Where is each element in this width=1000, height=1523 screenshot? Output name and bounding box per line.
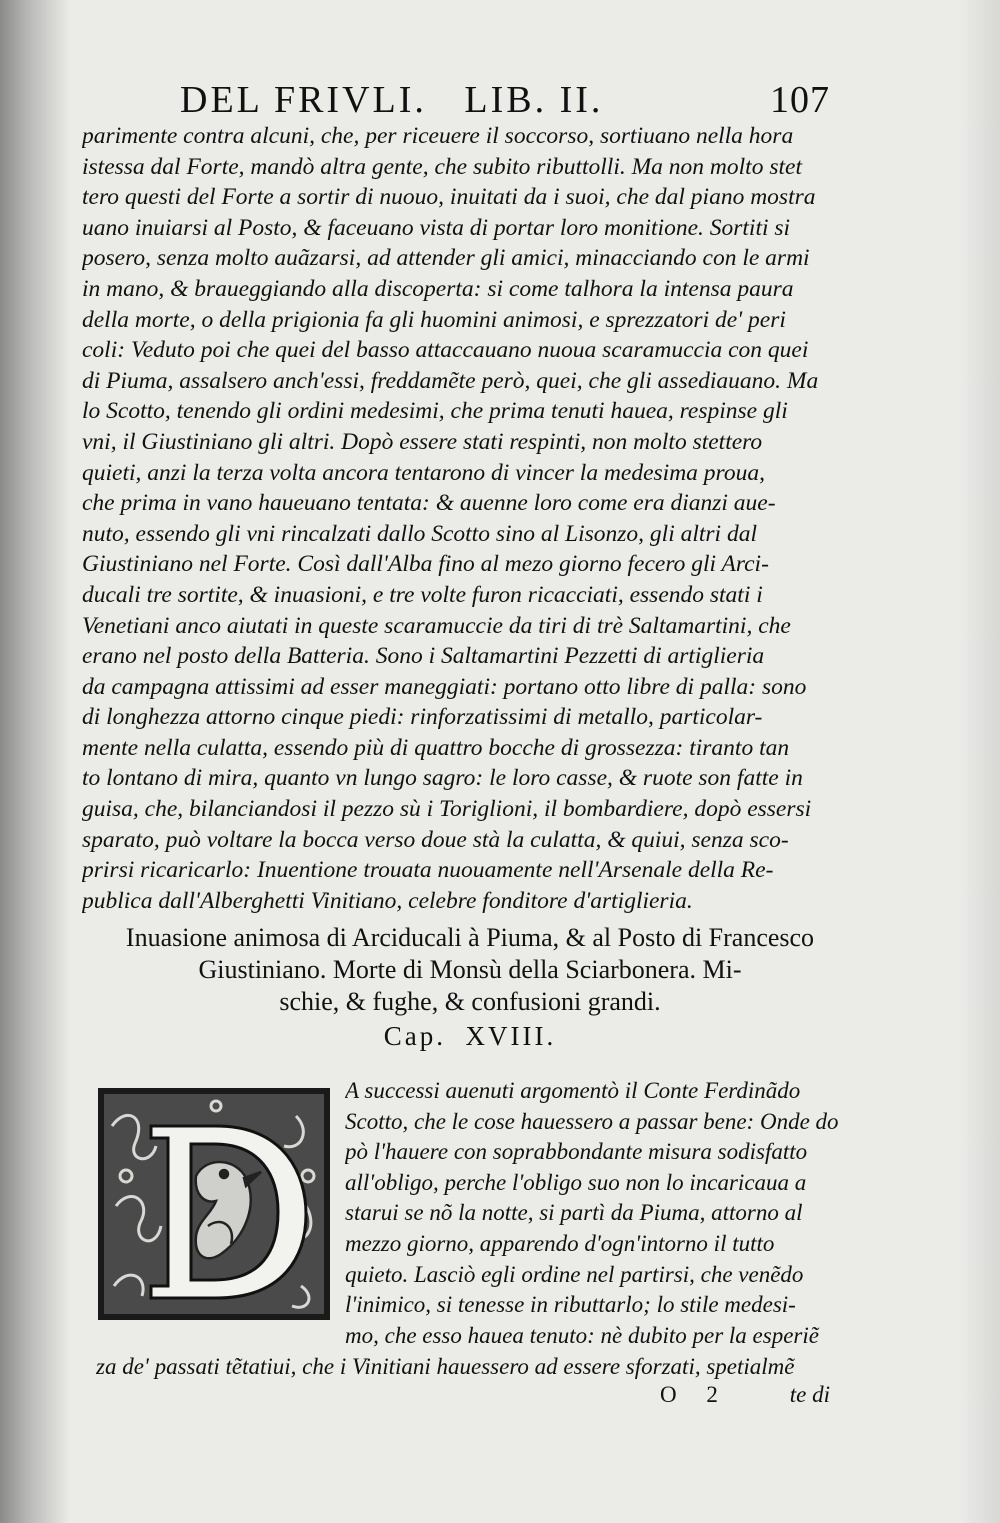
text-line: quieti, anzi la terza volta ancora tentarono di vincer la medesima proua, — [82, 459, 765, 486]
running-title: DEL FRIVLI. LIB. II. — [180, 79, 604, 121]
text-line: sparato, può voltare la bocca verso doue stà la culatta, & quiui, senza sco- — [82, 826, 789, 853]
text-line: nuto, essendo gli vni rincalzati dallo Scotto sino al Lisonzo, gli altri dal — [82, 520, 757, 547]
text-line: erano nel posto della Batteria. Sono i Saltamartini Pezzetti di artiglieria — [82, 643, 765, 670]
text-line: di longhezza attorno cinque piedi: rinforzatissimi di metallo, particolar- — [82, 704, 763, 731]
text-line: della morte, o della prigionia fa gli huomini animosi, e sprezzatori de' peri — [82, 306, 786, 333]
text-line: Venetiani anco aiutati in queste scaramuccie da tiri di trè Saltamartini, che — [82, 612, 791, 639]
text-line: quieto. Lasciò egli ordine nel partirsi, che venẽdo — [345, 1261, 804, 1287]
ornamental-drop-cap — [96, 1086, 332, 1322]
text-line: pò l'hauere con soprabbondante misura sodisfatto — [345, 1139, 808, 1165]
text-line: coli: Veduto poi che quei del basso attaccauano nuoua scaramuccia con quei — [82, 337, 809, 364]
text-line: istessa dal Forte, mandò altra gente, che subito ributtolli. Ma non molto stet — [82, 153, 802, 180]
chapter-number: Cap. XVIII. — [383, 1021, 557, 1051]
text-line: tero questi del Forte a sortir di nuouo, inuitati da i suoi, che dal piano mostra — [82, 184, 816, 211]
text-line: ducali tre sortite, & inuasioni, e tre volte furon ricacciati, essendo stati i — [82, 581, 763, 608]
text-line: di Piuma, assalsero anch'essi, freddamẽte però, quei, che gli assediauano. Ma — [82, 367, 819, 394]
text-line: prirsi ricaricarlo: Inuentione trouata nuouamente nell'Arsenale della Re- — [82, 857, 774, 884]
text-line: mo, che esso hauea tenuto: nè dubito per la esperiẽ — [345, 1322, 819, 1348]
catchword: te di — [789, 1382, 830, 1407]
text-line: guisa, che, bilanciandosi il pezzo sù i Toriglioni, il bombardiere, dopò essersi — [82, 796, 812, 823]
chapter-intro-full-line — [96, 1352, 856, 1383]
text-line: Scotto, che le cose hauessero a passar bene: Onde do — [345, 1108, 839, 1134]
page-edge-shadow — [960, 0, 1000, 1523]
footer-marks — [640, 1382, 830, 1414]
text-line: che prima in vano haueuano tentata: & auenne loro come era dianzi aue- — [82, 490, 776, 517]
text-line: posero, senza molto auãzarsi, ad attender gli amici, minacciando con le armi — [82, 245, 810, 272]
page-number: 107 — [770, 79, 830, 121]
body-text — [82, 121, 852, 916]
text-line: in mano, & braueggiando alla discoperta: si come talhora la intensa paura — [82, 275, 794, 302]
text-line: publica dall'Alberghetti Vinitiano, celebre fonditore d'artiglieria. — [82, 887, 693, 914]
text-line: da campagna attissimi ad esser maneggiati: portano otto libre di palla: sono — [82, 673, 807, 700]
text-line: l'inimico, si tenesse in ributtarlo; lo stile medesi- — [345, 1292, 796, 1318]
text-line: all'obligo, perche l'obligo suo non lo incaricaua a — [345, 1169, 807, 1195]
text-line: parimente contra alcuni, che, per riceuere il soccorso, sortiuano nella hora — [82, 123, 794, 149]
chapter-heading-line: schie, & fughe, & confusioni grandi. — [279, 987, 661, 1016]
text-line: starui se nõ la notte, si partì da Piuma, attorno al — [345, 1200, 803, 1226]
text-line: uano inuiarsi al Posto, & faceuano vista di portar loro monitione. Sortiti si — [82, 214, 791, 241]
page-gutter-shadow — [0, 0, 70, 1523]
chapter-intro-text — [345, 1076, 850, 1351]
text-line: lo Scotto, tenendo gli ordini medesimi, che prima tenuti hauea, respinse gli — [82, 398, 788, 425]
chapter-heading-line: Giustiniano. Morte di Monsù della Sciarbonera. Mi- — [198, 955, 742, 984]
chapter-heading-line: Inuasione animosa di Arciducali à Piuma, & al Posto di Francesco — [125, 923, 815, 952]
text-line: mezzo giorno, apparendo d'ogn'intorno il tutto — [345, 1230, 775, 1256]
text-line: vni, il Giustiniano gli altri. Dopò essere stati respinti, non molto stettero — [82, 428, 763, 455]
text-line: A successi auenuti argomentò il Conte Ferdinãdo — [345, 1078, 801, 1103]
signature-mark: O 2 — [660, 1382, 730, 1407]
text-line: za de' passati tẽtatiui, che i Vinitiani hauessero ad essere sforzati, spetialmẽ — [96, 1354, 795, 1379]
text-line: to lontano di mira, quanto vn lungo sagro: le loro casse, & ruote son fatte in — [82, 765, 803, 792]
text-line: mente nella culatta, essendo più di quattro bocche di grossezza: tiranto tan — [82, 734, 790, 761]
chapter-heading — [80, 922, 860, 1052]
text-line: Giustiniano nel Forte. Così dall'Alba fino al mezo giorno fecero gli Arci- — [82, 551, 769, 578]
